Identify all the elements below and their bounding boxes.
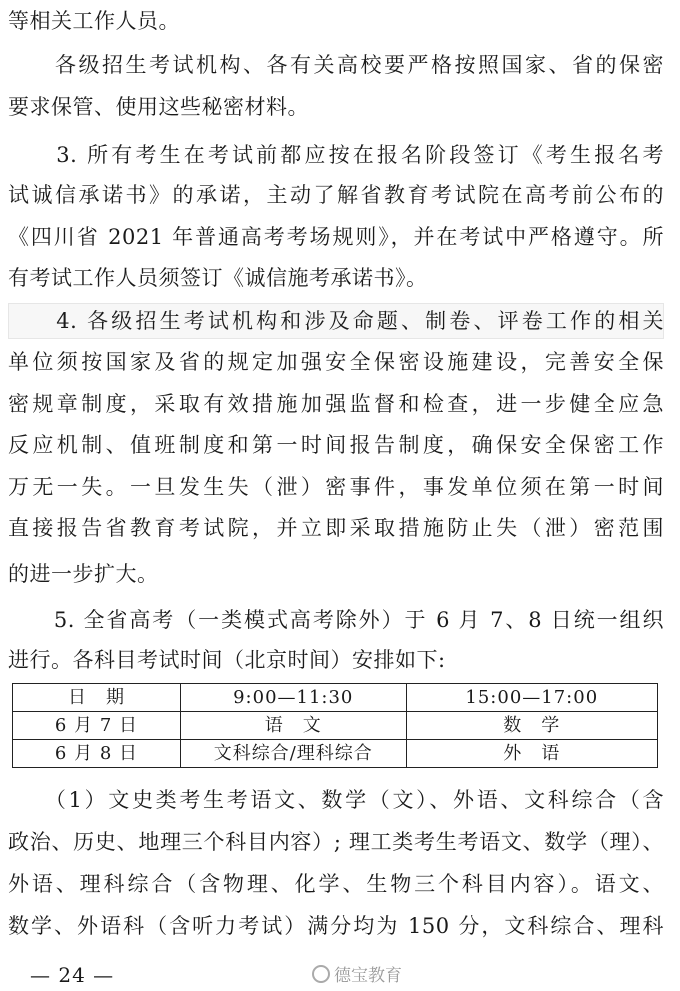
text-line: 4. 各级招生考试机构和涉及命题、制卷、评卷工作的相关 (8, 303, 664, 339)
text-line: 政治、历史、地理三个科目内容）; 理工类考生考语文、数学（理）、 (8, 830, 664, 854)
text-line: 要求保管、使用这些秘密材料。 (8, 95, 309, 119)
text-line: 反应机制、值班制度和第一时间报告制度，确保安全保密工作 (8, 433, 664, 457)
table-row (13, 740, 658, 768)
text-line: 进行。各科目考试时间（北京时间）安排如下: (8, 648, 446, 672)
table-cell: 语 文 (180, 712, 406, 740)
table-header-cell: 15:00—17:00 (406, 684, 657, 712)
table-cell: 文科综合/理科综合 (180, 740, 406, 768)
table-header-cell: 9:00—11:30 (180, 684, 406, 712)
text-line: 万无一失。一旦发生失（泄）密事件，事发单位须在第一时间 (8, 475, 664, 499)
watermark (312, 961, 402, 986)
table-header-row (13, 684, 658, 712)
text-line: 各级招生考试机构、各有关高校要严格按照国家、省的保密 (8, 53, 664, 77)
exam-schedule-table (12, 683, 658, 768)
page-number: — 24 — (30, 963, 115, 987)
text-line: 试诚信承诺书》的承诺，主动了解省教育考试院在高考前公布的 (8, 183, 664, 207)
table-row (13, 712, 658, 740)
text-line: 3. 所有考生在考试前都应按在报名阶段签订《考生报名考 (8, 143, 664, 167)
text-line: 有考试工作人员须签订《诚信施考承诺书》。 (8, 266, 428, 290)
text-line: 单位须按国家及省的规定加强安全保密设施建设，完善安全保 (8, 350, 664, 374)
text-line: 外语、理科综合（含物理、化学、生物三个科目内容）。语文、 (8, 872, 664, 896)
text-line: 的进一步扩大。 (8, 562, 159, 586)
text-line: 数学、外语科（含听力考试）满分均为 150 分，文科综合、理科 (8, 914, 664, 938)
table-cell: 6 月 8 日 (13, 740, 181, 768)
table-header-cell: 日 期 (13, 684, 181, 712)
text-line: 《四川省 2021 年普通高考考场规则》，并在考试中严格遵守。所 (8, 225, 664, 249)
weibo-icon (312, 965, 330, 983)
text-line: 直接报告省教育考试院，并立即采取措施防止失（泄）密范围 (8, 516, 664, 540)
table-cell: 6 月 7 日 (13, 712, 181, 740)
table-cell: 数 学 (406, 712, 657, 740)
text-line: 5. 全省高考（一类模式高考除外）于 6 月 7、8 日统一组织 (8, 608, 664, 632)
table-cell: 外 语 (406, 740, 657, 768)
text-line: 等相关工作人员。 (8, 9, 180, 33)
text-line: （1）文史类考生考语文、数学（文）、外语、文科综合（含 (8, 788, 664, 812)
text-line: 密规章制度，采取有效措施加强监督和检查，进一步健全应急 (8, 392, 664, 416)
watermark-text: 德宝教育 (334, 966, 402, 986)
